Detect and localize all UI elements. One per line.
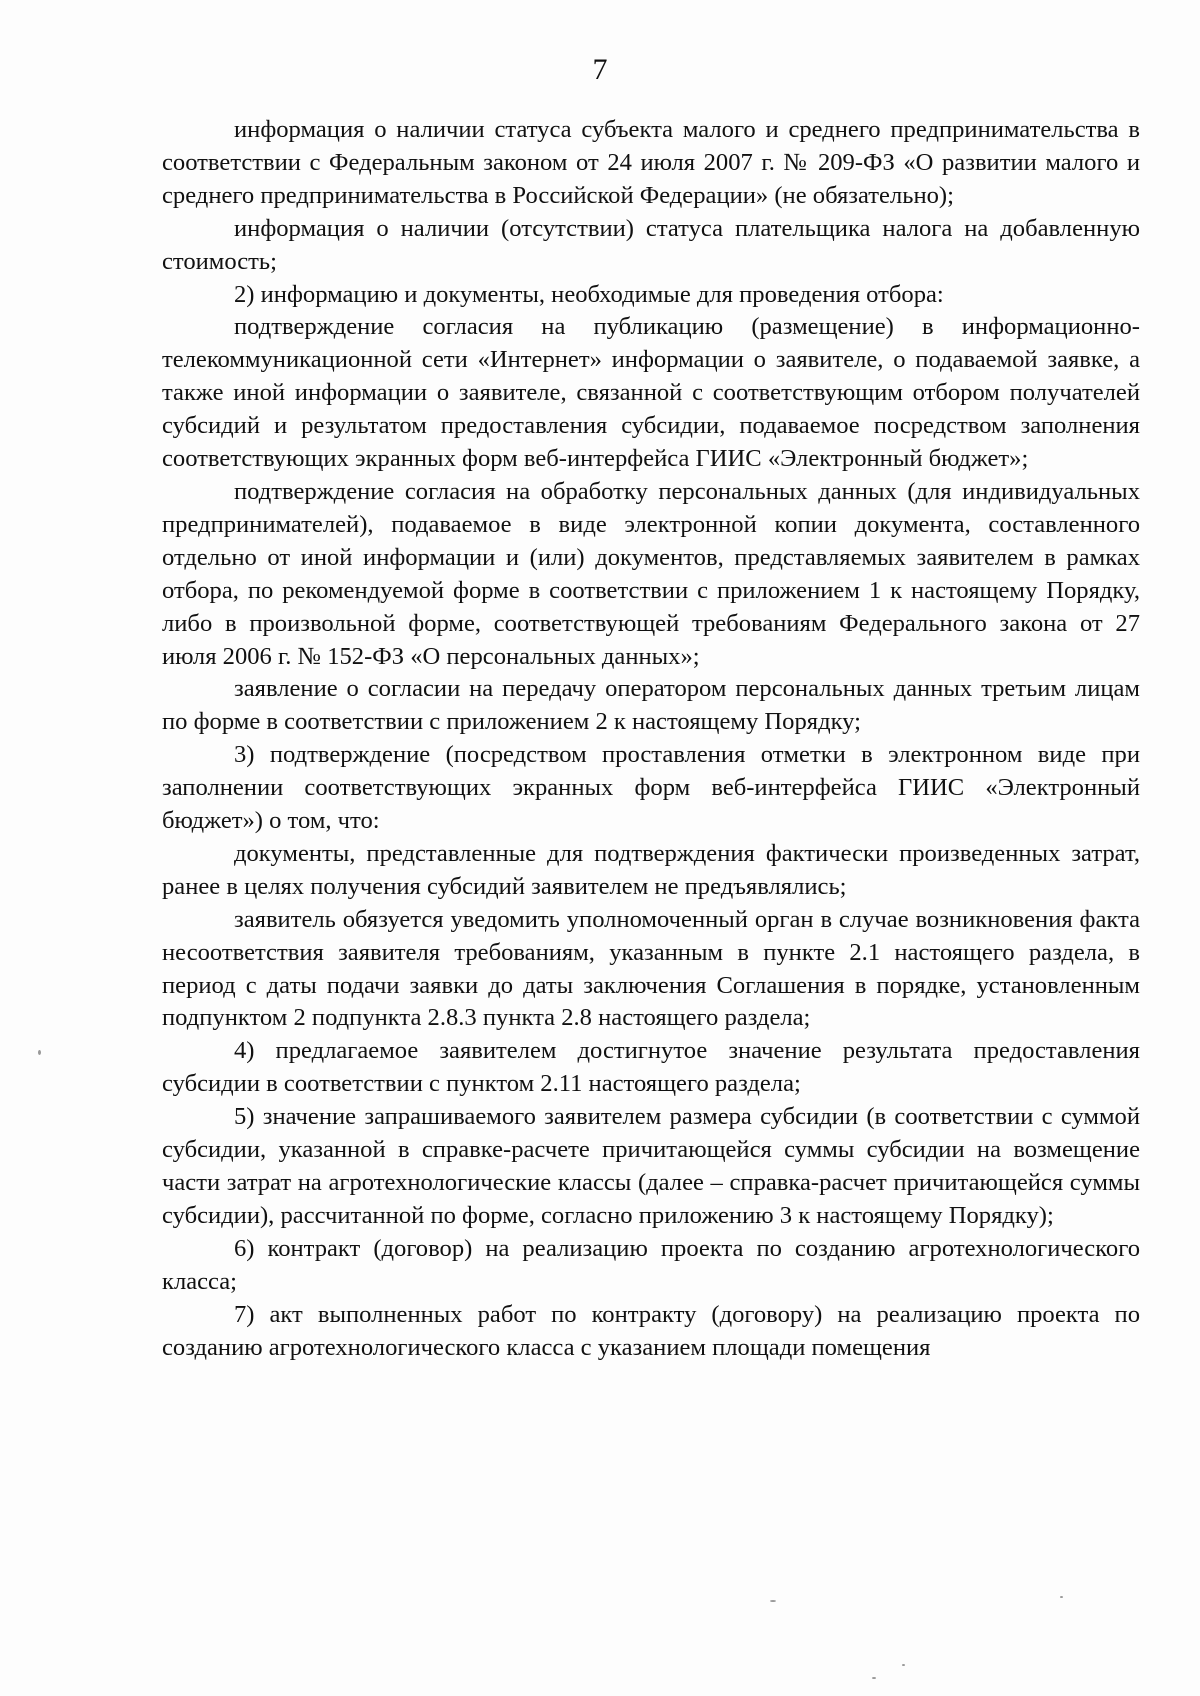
paragraph-item-3: 3) подтверждение (посредством проставления отметки в электронном виде при заполнении соответствующих экранных форм веб-интерфейса ГИИС «Электронный бюджет») о том, что: [162, 741, 1140, 835]
paragraph-data-transfer-statement: заявление о согласии на передачу оператором персональных данных третьим лицам по форме в соответствии с приложением 2 к настоящему Порядку; [162, 675, 1140, 736]
paragraph-item-4: 4) предлагаемое заявителем достигнутое значение результата предоставления субсидии в соответствии с пунктом 2.11 настоящего раздела; [162, 1037, 1140, 1098]
scan-speck [770, 1600, 776, 1602]
body-text [162, 114, 1140, 1364]
paragraph-publication-consent: подтверждение согласия на публикацию (размещение) в информационно-телекоммуникационной сети «Интернет» информации о заявителе, о подаваемой заявке, а также иной информации о заявителе, связанной с соответствующим отбором получателей субсидий и результатом предоставления субсидии, подаваемое посредством заполнения соответствующих экранных форм веб-интерфейса ГИИС «Электронный бюджет»; [162, 313, 1140, 473]
scan-speck [902, 1664, 905, 1666]
scan-speck [872, 1677, 876, 1679]
paragraph-item-6: 6) контракт (договор) на реализацию проекта по созданию агротехнологического класса; [162, 1234, 1140, 1295]
paragraph-item-2: 2) информацию и документы, необходимые для проведения отбора: [234, 280, 944, 308]
paragraph-vat-status: информация о наличии (отсутствии) статуса плательщика налога на добавленную стоимость; [162, 214, 1140, 275]
paragraph-item-5: 5) значение запрашиваемого заявителем размера субсидии (в соответствии с суммой субсидии, указанной в справке-расчете причитающейся суммы субсидии на возмещение части затрат на агротехнологические классы (далее – справка-расчет причитающейся суммы субсидии), рассчитанной по форме, согласно приложению 3 к настоящему Порядку); [162, 1103, 1140, 1229]
paragraph-notification-obligation: заявитель обязуется уведомить уполномоченный орган в случае возникновения факта несоответствия заявителя требованиям, указанным в пункте 2.1 настоящего раздела, в период с даты подачи заявки до даты заключения Соглашения в порядке, установленным подпунктом 2 подпункта 2.8.3 пункта 2.8 настоящего раздела; [162, 905, 1140, 1032]
page-number: 7 [592, 53, 608, 86]
paragraph-sme-status: информация о наличии статуса субъекта малого и среднего предпринимательства в соответствии с Федеральным законом от 24 июля 2007 г. № 209-ФЗ «О развитии малого и среднего предпринимательства в Российской Федерации» (не обязательно); [162, 116, 1140, 209]
scan-speck [38, 1050, 41, 1055]
paragraph-documents-not-presented: документы, представленные для подтверждения фактически произведенных затрат, ранее в целях получения субсидий заявителем не предъявлялись; [162, 839, 1140, 900]
paragraph-item-7: 7) акт выполненных работ по контракту (договору) на реализацию проекта по созданию агротехнологического класса с указанием площади помещения [162, 1300, 1140, 1361]
scan-speck [1060, 1596, 1063, 1598]
paragraph-personal-data-consent: подтверждение согласия на обработку персональных данных (для индивидуальных предпринимателей), подаваемое в виде электронной копии документа, составленного отдельно от иной информации и (или) документов, представляемых заявителем в рамках отбора, по рекомендуемой форме в соответствии с приложением 1 к настоящему Порядку, либо в произвольной форме, соответствующей требованиям Федерального закона от 27 июля 2006 г. № 152-ФЗ «О персональных данных»; [162, 477, 1140, 670]
